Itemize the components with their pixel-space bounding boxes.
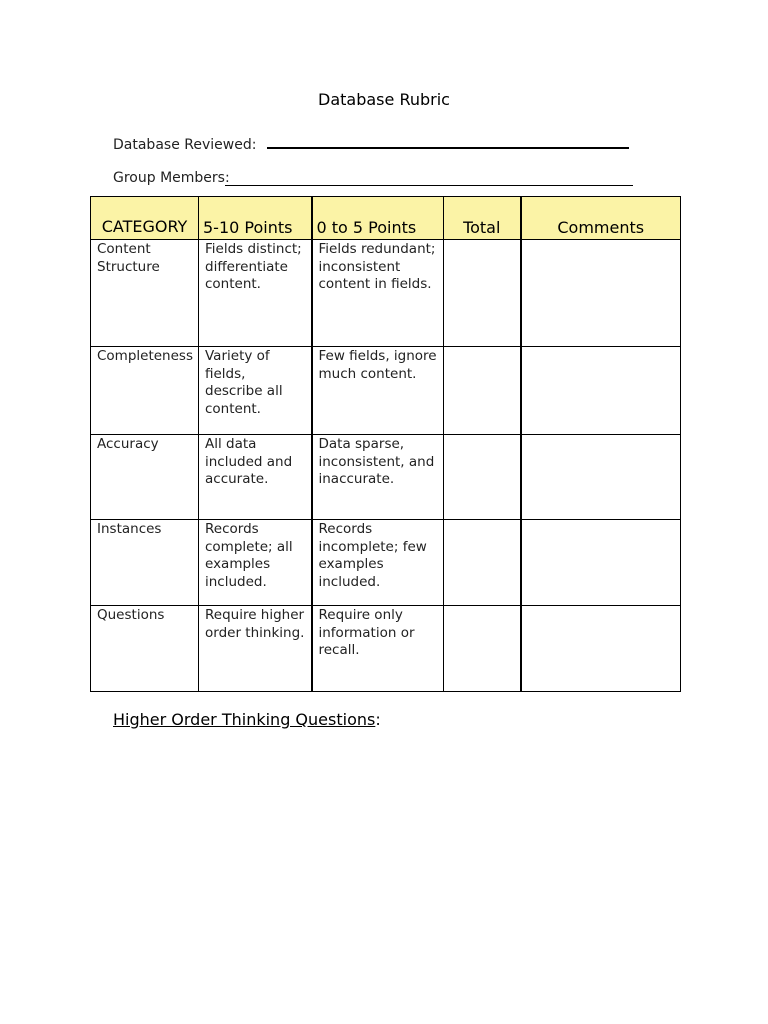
comments-cell[interactable]: [521, 347, 681, 435]
table-row: [91, 240, 681, 347]
high-criteria-cell: All data included and accurate.: [199, 435, 312, 520]
low-criteria-cell: Records incomplete; few examples included.: [312, 520, 444, 606]
table-row: [91, 520, 681, 606]
higher-order-thinking-colon: :: [375, 710, 381, 729]
header-comments: Comments: [521, 197, 681, 240]
total-cell[interactable]: [444, 240, 521, 347]
category-cell: Content Structure: [91, 240, 199, 347]
table-row: [91, 606, 681, 692]
table-row: [91, 435, 681, 520]
category-cell: Questions: [91, 606, 199, 692]
group-members-field[interactable]: [225, 170, 633, 186]
rubric-table: [90, 196, 681, 692]
header-category: CATEGORY: [91, 197, 199, 240]
high-criteria-cell: Variety of fields, describe all content.: [199, 347, 312, 435]
database-reviewed-label: Database Reviewed:: [113, 137, 257, 153]
header-low-points: 0 to 5 Points: [312, 197, 444, 240]
table-row: [91, 347, 681, 435]
group-members-colon: :: [224, 170, 230, 186]
group-members-label: Group Members: [113, 170, 225, 186]
high-criteria-cell: Records complete; all examples included.: [199, 520, 312, 606]
low-criteria-cell: Few fields, ignore much content.: [312, 347, 444, 435]
database-reviewed-row: [113, 133, 629, 153]
page-title: Database Rubric: [318, 90, 450, 109]
high-criteria-cell: Fields distinct; differentiate content.: [199, 240, 312, 347]
group-members-row: [113, 170, 633, 186]
higher-order-thinking-heading: [113, 710, 381, 729]
total-cell[interactable]: [444, 520, 521, 606]
table-header-row: [91, 197, 681, 240]
category-cell: Accuracy: [91, 435, 199, 520]
header-high-points: 5-10 Points: [199, 197, 312, 240]
category-cell: Completeness: [91, 347, 199, 435]
database-reviewed-field[interactable]: [267, 133, 629, 149]
comments-cell[interactable]: [521, 520, 681, 606]
total-cell[interactable]: [444, 606, 521, 692]
higher-order-thinking-label: Higher Order Thinking Questions: [113, 710, 376, 729]
low-criteria-cell: Data sparse, inconsistent, and inaccurate.: [312, 435, 444, 520]
header-total: Total: [444, 197, 521, 240]
category-cell: Instances: [91, 520, 199, 606]
total-cell[interactable]: [444, 347, 521, 435]
low-criteria-cell: Require only information or recall.: [312, 606, 444, 692]
low-criteria-cell: Fields redundant; inconsistent content in fields.: [312, 240, 444, 347]
comments-cell[interactable]: [521, 240, 681, 347]
comments-cell[interactable]: [521, 606, 681, 692]
high-criteria-cell: Require higher order thinking.: [199, 606, 312, 692]
comments-cell[interactable]: [521, 435, 681, 520]
total-cell[interactable]: [444, 435, 521, 520]
